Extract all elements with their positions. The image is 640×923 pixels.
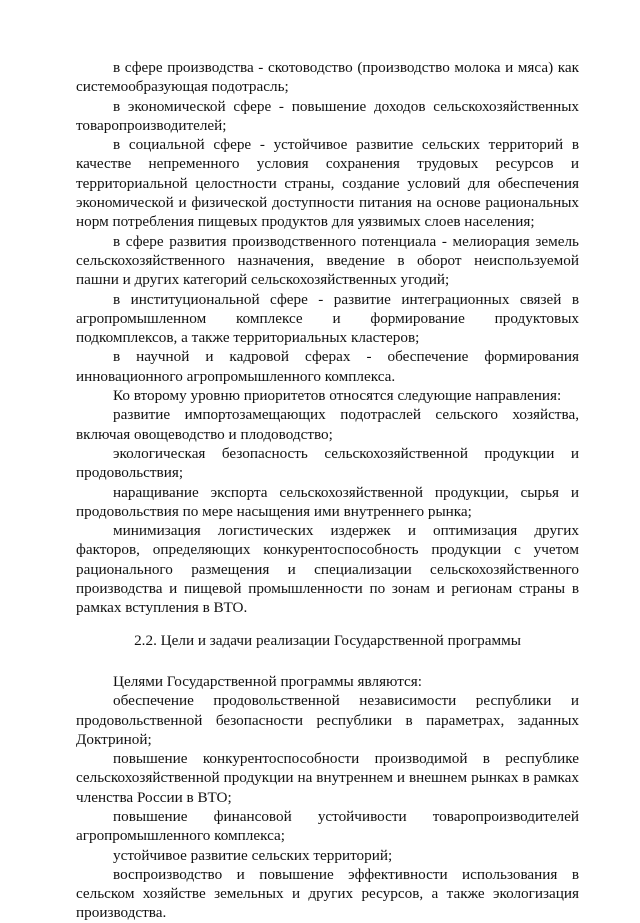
paragraph: наращивание экспорта сельскохозяйственной продукции, сырья и продовольствия по мере насыщения ими внутреннего рынка; <box>76 483 579 520</box>
paragraph: Целями Государственной программы являются: <box>113 672 422 690</box>
document-page <box>76 58 579 923</box>
paragraph: в сфере развития производственного потенциала - мелиорация земель сельскохозяйственного назначения, введение в оборот неиспользуемой пашни и других категорий сельскохозяйственных угодий; <box>76 232 579 289</box>
paragraph: экологическая безопасность сельскохозяйственной продукции и продовольствия; <box>76 444 579 482</box>
paragraph: в социальной сфере - устойчивое развитие сельских территорий в качестве непременного условия сохранения трудовых ресурсов и территориальной целостности страны, создание условий для обеспечения экономической и физической доступности питания на основе рациональных норм потребления пищевых продуктов для уязвимых слоев населения; <box>76 136 579 231</box>
paragraph: минимизация логистических издержек и оптимизация других факторов, определяющих конкурентоспособность продукции с учетом рационального размещения и специализации сельскохозяйственного производства и пищевой промышленности по зонам и регионам страны в рамках вступления в ВТО. <box>76 522 579 617</box>
paragraph: в научной и кадровой сферах - обеспечение формирования инновационного агропромышленного комплекса. <box>76 348 579 385</box>
paragraph: Ко второму уровню приоритетов относятся следующие направления: <box>113 387 562 405</box>
paragraph: в сфере производства - скотоводство (производство молока и мяса) как системообразующая подотрасль; <box>76 59 579 96</box>
paragraph: развитие импортозамещающих подотраслей сельского хозяйства, включая овощеводство и плодоводство; <box>76 406 579 443</box>
paragraph: повышение конкурентоспособности производимой в республике сельскохозяйственной продукции на внутреннем и внешнем рынках в рамках членства России в ВТО; <box>76 750 579 806</box>
paragraph: устойчивое развитие сельских территорий; <box>113 846 393 864</box>
paragraph: повышение финансовой устойчивости товаропроизводителей агропромышленного комплекса; <box>76 807 579 845</box>
paragraph: в экономической сфере - повышение доходов сельскохозяйственных товаропроизводителей; <box>76 97 579 134</box>
paragraph: в институциональной сфере - развитие интеграционных связей в агропромышленном комплексе и формирование продуктовых подкомплексов, а также территориальных кластеров; <box>76 290 579 347</box>
paragraph: воспроизводство и повышение эффективности использования в сельском хозяйстве земельных и других ресурсов, а также экологизация производства. <box>76 865 579 922</box>
paragraph: обеспечение продовольственной независимости республики и продовольственной безопасности республики в параметрах, заданных Доктриной; <box>76 692 579 748</box>
section-heading: 2.2. Цели и задачи реализации Государственной программы <box>134 631 521 649</box>
